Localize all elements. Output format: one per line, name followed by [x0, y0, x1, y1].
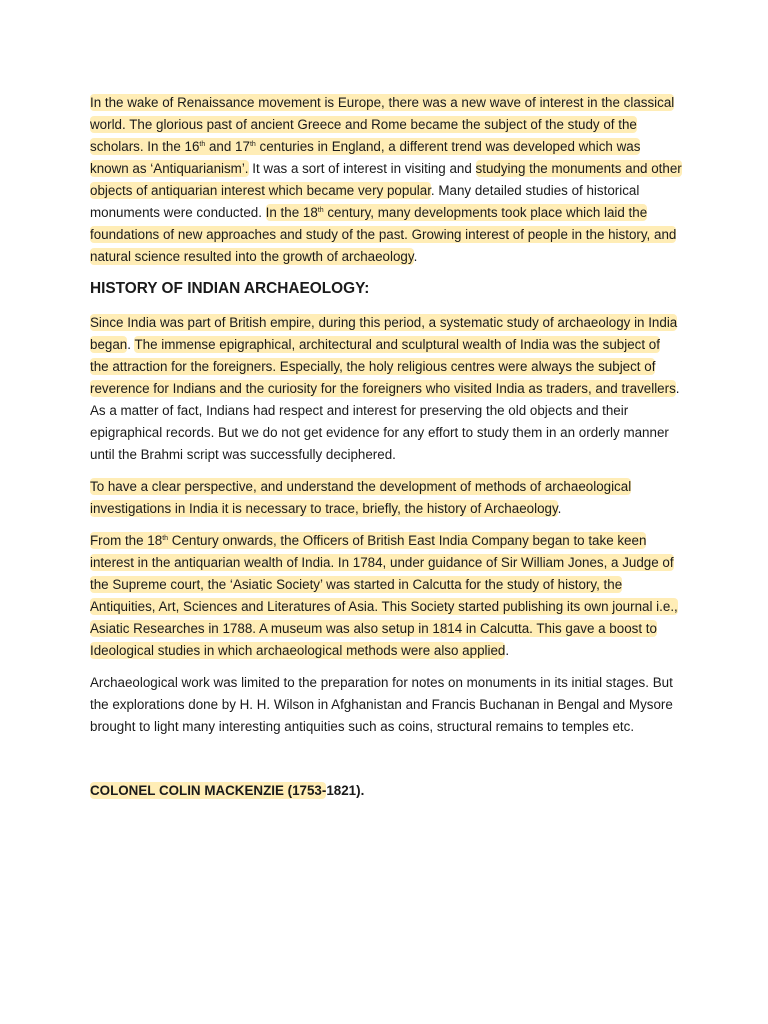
highlighted-text: Since India was part of British empire, during this period, a systematic study of archaeology in India began [90, 315, 678, 352]
section-heading: HISTORY OF INDIAN ARCHAEOLOGY: [90, 280, 370, 297]
highlighted-text: In the wake of Renaissance movement is Europe, there was a new wave of interest in the classical world. The glorious past of ancient Greece and Rome became the subject of the study of the scholars. In the 16th and 17th centuries in England, a different trend was developed which was known as ‘Antiquarianism’. [90, 95, 675, 176]
highlighted-text: In the 18th century, many developments took place which laid the foundations of new approaches and study of the past. Growing interest of people in the history, and natural science resulted into the growth of archaeology [90, 205, 677, 264]
paragraph-perspective: To have a clear perspective, and understand the development of methods of archaeological investigations in India it is necessary to trace, briefly, the history of Archaeology. [90, 479, 632, 516]
document-body [90, 92, 682, 802]
highlighted-text: To have a clear perspective, and understand the development of methods of archaeological investigations in India it is necessary to trace, briefly, the history of Archaeology [90, 479, 632, 516]
plain-text: . Many detailed studies of historical monuments were conducted. [90, 183, 640, 220]
paragraph-renaissance: In the wake of Renaissance movement is Europe, there was a new wave of interest in the classical world. The glorious past of ancient Greece and Rome became the subject of the study of the scholars. In the 16th and 17th centuries in England, a different trend was developed which was known as ‘Antiquarianism’. It was a sort of interest in visiting and studying the monuments and other objects of antiquarian interest which became very popular. Many detailed studies of historical monuments were conducted. In the 18th century, many developments took place which laid the foundations of new approaches and study of the past. Growing interest of people in the history, and natural science resulted into the growth of archaeology. [90, 95, 682, 264]
paragraph-asiatic-society: From the 18th Century onwards, the Officers of British East India Company began to take keen interest in the antiquarian wealth of India. In 1784, under guidance of Sir William Jones, a Judge of the Supreme court, the ‘Asiatic Society’ was started in Calcutta for the study of history, the Antiquities, Art, Sciences and Literatures of Asia. This Society started publishing its own journal i.e., Asiatic Researches in 1788. A museum was also setup in 1814 in Calcutta. This gave a boost to Ideological studies in which archaeological methods were also applied. [90, 533, 678, 658]
paragraph-explorations: Archaeological work was limited to the preparation for notes on monuments in its initial stages. But the explorations done by H. H. Wilson in Afghanistan and Francis Buchanan in Bengal and Mysore brought to light many interesting antiquities such as coins, structural remains to temples etc. [90, 675, 673, 734]
spacer [90, 748, 682, 780]
plain-text: . As a matter of fact, Indians had respect and interest for preserving the old objects and their epigraphical records. But we do not get evidence for any effort to study them in an orderly manner until the Brahmi script was successfully deciphered. [90, 381, 680, 462]
highlighted-text: studying the monuments and other objects of antiquarian interest which became very popular [90, 161, 682, 198]
highlighted-text: From the 18th Century onwards, the Officers of British East India Company began to take keen interest in the antiquarian wealth of India. In 1784, under guidance of Sir William Jones, a Judge of the Supreme court, the ‘Asiatic Society’ was started in Calcutta for the study of history, the Antiquities, Art, Sciences and Literatures of Asia. This Society started publishing its own journal i.e., Asiatic Researches in 1788. A museum was also setup in 1814 in Calcutta. This gave a boost to Ideological studies in which archaeological methods were also applied [90, 533, 678, 658]
highlighted-text: The immense epigraphical, architectural and sculptural wealth of India was the subject of the attraction for the foreigners. Especially, the holy religious centres were always the subject of reverence for Indians and the curiosity for the foreigners who visited India as traders, and travellers [90, 337, 676, 396]
plain-text: It was a sort of interest in visiting and [248, 161, 476, 176]
highlighted-text: COLONEL COLIN MACKENZIE (1753- [90, 783, 327, 798]
sub-heading-mackenzie: COLONEL COLIN MACKENZIE (1753-1821). [90, 783, 365, 798]
paragraph-british-empire: Since India was part of British empire, during this period, a systematic study of archaeology in India began. The immense epigraphical, architectural and sculptural wealth of India was the subject of the attraction for the foreigners. Especially, the holy religious centres were always the subject of reverence for Indians and the curiosity for the foreigners who visited India as traders, and travellers. As a matter of fact, Indians had respect and interest for preserving the old objects and their epigraphical records. But we do not get evidence for any effort to study them in an orderly manner until the Brahmi script was successfully deciphered. [90, 315, 680, 462]
